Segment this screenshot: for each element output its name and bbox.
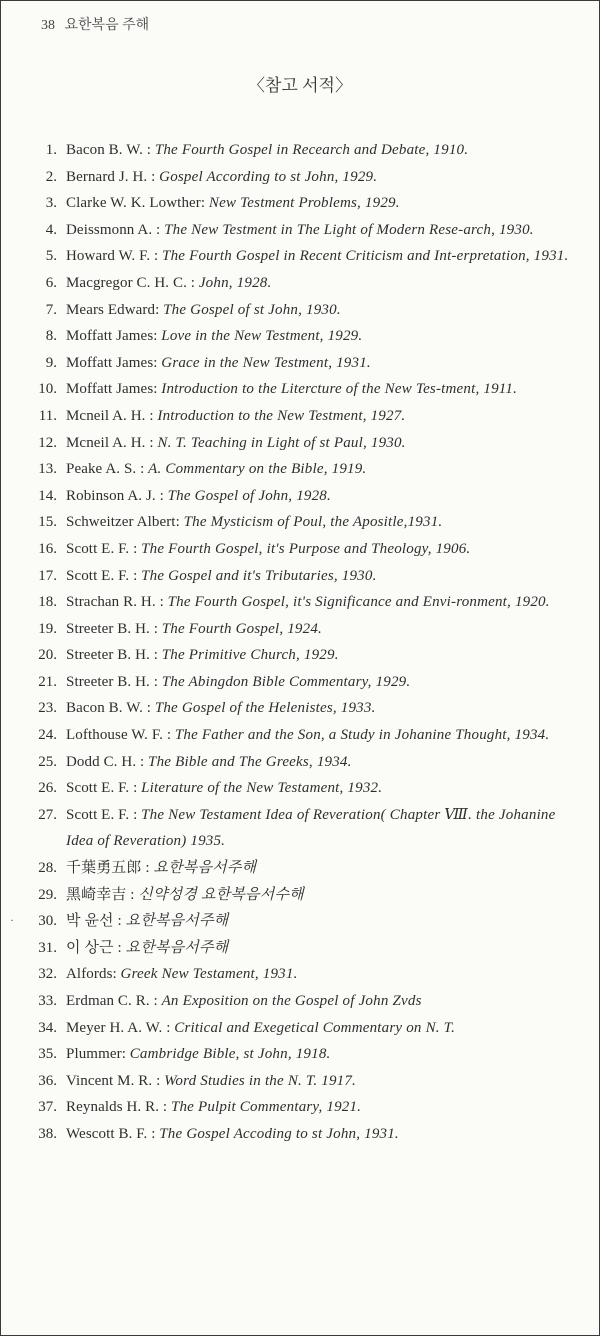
entry-number: 35. xyxy=(38,1046,57,1063)
entry-number: 8. xyxy=(45,328,57,345)
entry-work-title: The Primitive Church, 1929. xyxy=(161,647,339,664)
entry-work-title: The Abingdon Bible Commentary, 1929. xyxy=(161,673,411,690)
entry-number: 13. xyxy=(38,461,57,478)
section-title: 〈참고 서적〉 xyxy=(248,76,352,95)
entry-author: Scott E. F. : xyxy=(66,567,138,584)
bibliography-entry xyxy=(33,403,573,430)
entry-number: 6. xyxy=(45,274,57,291)
running-head xyxy=(41,14,149,34)
entry-work-title: Greek New Testament, 1931. xyxy=(120,966,298,983)
entry-author: Vincent M. R. : xyxy=(66,1072,161,1089)
entry-author: Strachan R. H. : xyxy=(66,594,164,611)
entry-author: Wescott B. F. : xyxy=(66,1125,156,1142)
entry-number: 27. xyxy=(38,806,57,823)
bibliography-entry xyxy=(33,509,573,536)
entry-author: Peake A. S. : xyxy=(66,461,145,478)
entry-work-title: The Gospel of the Helenistes, 1933. xyxy=(154,700,376,717)
bibliography-entry xyxy=(33,695,573,722)
entry-author: Howard W. F. : xyxy=(66,248,159,265)
bibliography-entry xyxy=(33,270,573,297)
entry-work-title: Grace in the New Testment, 1931. xyxy=(161,354,371,371)
entry-work-title: The New Testament Idea of Reveration( Chapter Ⅷ. the Johanine Idea of Reveration) 1935. xyxy=(66,806,556,850)
entry-number: 20. xyxy=(38,647,57,664)
entry-author: 이 상근 : xyxy=(66,939,122,956)
bibliography-entry xyxy=(33,1041,573,1068)
bibliography-entry xyxy=(33,217,573,244)
entry-number: 33. xyxy=(38,993,57,1009)
entry-author: Moffatt James: xyxy=(66,381,158,398)
entry-author: Clarke W. K. Lowther: xyxy=(66,195,206,212)
bibliography-entry xyxy=(33,297,573,324)
entry-number: 10. xyxy=(38,381,57,398)
bibliography-entry xyxy=(33,882,573,909)
entry-number: 32. xyxy=(38,966,57,983)
entry-number: 25. xyxy=(38,753,57,770)
entry-number: 15. xyxy=(38,514,57,531)
entry-work-title: Word Studies in the N. T. 1917. xyxy=(164,1072,356,1089)
entry-work-title: John, 1928. xyxy=(198,274,272,291)
entry-author: Alfords: xyxy=(66,966,117,983)
entry-number: 37. xyxy=(38,1099,57,1116)
entry-number: 21. xyxy=(38,673,57,690)
bibliography-entry xyxy=(33,1094,573,1121)
entry-number: 36. xyxy=(38,1072,57,1089)
entry-number: 14. xyxy=(38,487,57,504)
entry-work-title: The Fourth Gospel in Recent Criticism and Int-erpretation, 1931. xyxy=(162,248,569,265)
bibliography-entry xyxy=(33,456,573,483)
entry-number: 9. xyxy=(45,354,57,371)
entry-number: 5. xyxy=(45,248,57,265)
entry-work-title: Gospel According to st John, 1929. xyxy=(159,168,378,185)
bibliography-entry xyxy=(33,669,573,696)
entry-number: 28. xyxy=(38,860,57,877)
entry-author: Moffatt James: xyxy=(66,328,158,345)
entry-author: 박 윤선 : xyxy=(66,913,122,930)
entry-author: Macgregor C. H. C. : xyxy=(66,274,196,291)
entry-author: Scott E. F. : xyxy=(66,540,138,557)
bibliography-entry xyxy=(33,563,573,590)
bibliography-entry xyxy=(33,1068,573,1095)
entry-author: Moffatt James: xyxy=(66,354,158,371)
entry-number: 23. xyxy=(38,700,57,717)
entry-work-title: The Fourth Gospel, it's Significance and Envi-ronment, 1920. xyxy=(167,594,550,611)
bibliography-entry xyxy=(33,855,573,882)
entry-number: 11. xyxy=(38,407,57,424)
entry-work-title: The Mysticism of Poul, the Apositle,1931. xyxy=(183,514,443,531)
entry-author: Mears Edward: xyxy=(66,301,160,318)
entry-number: 4. xyxy=(45,221,57,238)
entry-work-title: The Fourth Gospel in Recearch and Debate, 1910. xyxy=(154,142,469,158)
entry-work-title: The Fourth Gospel, 1924. xyxy=(161,620,322,637)
entry-work-title: Love in the New Testment, 1929. xyxy=(161,328,363,345)
bibliography-entry xyxy=(33,536,573,563)
entry-author: Streeter B. H. : xyxy=(66,620,158,637)
bibliography-entry xyxy=(33,190,573,217)
entry-number: 3. xyxy=(45,195,57,212)
entry-number: 18. xyxy=(38,594,57,611)
entry-number: 12. xyxy=(38,434,57,451)
bibliography-entry xyxy=(33,935,573,962)
entry-work-title: 요한복음서주해 xyxy=(125,939,229,956)
entry-author: 千葉勇五郎 : xyxy=(66,860,150,877)
entry-work-title: The New Testment in The Light of Modern Rese-arch, 1930. xyxy=(164,221,534,238)
bibliography-entry xyxy=(33,642,573,669)
bibliography-entry xyxy=(33,589,573,616)
entry-work-title: New Testment Problems, 1929. xyxy=(208,195,400,212)
entry-author: 黑崎幸吉 : xyxy=(66,886,135,903)
bibliography-entry xyxy=(33,243,573,270)
entry-work-title: Cambridge Bible, st John, 1918. xyxy=(129,1046,331,1063)
entry-work-title: Literature of the New Testament, 1932. xyxy=(141,780,383,797)
bibliography-entry xyxy=(33,802,573,855)
entry-author: Deissmonn A. : xyxy=(66,221,161,238)
entry-author: Scott E. F. : xyxy=(66,780,138,797)
entry-author: Meyer H. A. W. : xyxy=(66,1019,171,1036)
entry-number: 30. xyxy=(38,913,57,930)
bibliography-entry xyxy=(33,775,573,802)
entry-author: Robinson A. J. : xyxy=(66,487,164,504)
entry-work-title: The Father and the Son, a Study in Johanine Thought, 1934. xyxy=(174,727,550,744)
entry-work-title: The Bible and The Greeks, 1934. xyxy=(148,753,352,770)
bibliography-entry xyxy=(33,908,573,935)
entry-work-title: Introduction to the New Testment, 1927. xyxy=(157,407,406,424)
page-number: 38 xyxy=(41,18,55,33)
bibliography-entry xyxy=(33,961,573,988)
entry-number: 26. xyxy=(38,780,57,797)
entry-number: 16. xyxy=(38,540,57,557)
entry-author: Schweitzer Albert: xyxy=(66,514,180,531)
bibliography-entry xyxy=(33,323,573,350)
bibliography-entry xyxy=(33,350,573,377)
entry-number: 31. xyxy=(38,939,57,956)
entry-number: 7. xyxy=(45,301,57,318)
entry-author: Mcneil A. H. : xyxy=(66,434,154,451)
bibliography-entry xyxy=(33,1015,573,1042)
bibliography-entry xyxy=(33,1121,573,1148)
entry-author: Dodd C. H. : xyxy=(66,753,145,770)
entry-author: Streeter B. H. : xyxy=(66,673,158,690)
entry-number: 17. xyxy=(38,567,57,584)
bibliography-entry xyxy=(33,164,573,191)
entry-work-title: A. Commentary on the Bible, 1919. xyxy=(148,461,367,478)
entry-author: Streeter B. H. : xyxy=(66,647,158,664)
entry-number: 38. xyxy=(38,1125,57,1142)
bibliography-entry xyxy=(33,137,573,164)
entry-work-title: N. T. Teaching in Light of st Paul, 1930. xyxy=(157,434,406,451)
entry-author: Lofthouse W. F. : xyxy=(66,727,172,744)
entry-work-title: 신약성경 요한복음서수해 xyxy=(138,886,304,903)
entry-number: 24. xyxy=(38,727,57,744)
entry-work-title: 요한복음서주해 xyxy=(153,860,257,877)
entry-number: 2. xyxy=(45,168,57,185)
entry-author: Reynalds H. R. : xyxy=(66,1099,168,1116)
entry-author: Bernard J. H. : xyxy=(66,168,156,185)
entry-author: Bacon B. W. : xyxy=(66,700,152,717)
entry-number: 1. xyxy=(45,142,57,158)
entry-work-title: The Gospel and it's Tributaries, 1930. xyxy=(141,567,377,584)
bibliography-entry xyxy=(33,749,573,776)
entry-work-title: An Exposition on the Gospel of John Zvds xyxy=(161,993,422,1009)
entry-work-title: 요한복음서주해 xyxy=(125,913,229,930)
entry-author: Scott E. F. : xyxy=(66,806,138,823)
entry-author: Erdman C. R. : xyxy=(66,993,158,1009)
entry-work-title: The Gospel of st John, 1930. xyxy=(163,301,341,318)
margin-dot: · xyxy=(10,913,14,927)
bibliography-entry xyxy=(33,616,573,643)
entry-work-title: The Fourth Gospel, it's Purpose and Theology, 1906. xyxy=(141,540,471,557)
entry-author: Bacon B. W. : xyxy=(66,142,152,158)
running-title: 요한복음 주해 xyxy=(64,18,150,33)
entry-number: 34. xyxy=(38,1019,57,1036)
entry-work-title: Critical and Exegetical Commentary on N. T. xyxy=(174,1019,456,1036)
bibliography-entry xyxy=(33,722,573,749)
bibliography-entry xyxy=(33,376,573,403)
entry-work-title: The Gospel of John, 1928. xyxy=(167,487,331,504)
entry-author: Plummer: xyxy=(66,1046,126,1063)
entry-number: 29. xyxy=(38,886,57,903)
entry-number: 19. xyxy=(38,620,57,637)
bibliography-entry xyxy=(33,988,573,1015)
bibliography-entry xyxy=(33,483,573,510)
bibliography-list xyxy=(33,137,573,1148)
entry-work-title: Introduction to the Litercture of the New Tes-tment, 1911. xyxy=(161,381,518,398)
entry-work-title: The Gospel Accoding to st John, 1931. xyxy=(159,1125,399,1142)
bibliography-entry xyxy=(33,430,573,457)
entry-author: Mcneil A. H. : xyxy=(66,407,154,424)
entry-work-title: The Pulpit Commentary, 1921. xyxy=(170,1099,362,1116)
